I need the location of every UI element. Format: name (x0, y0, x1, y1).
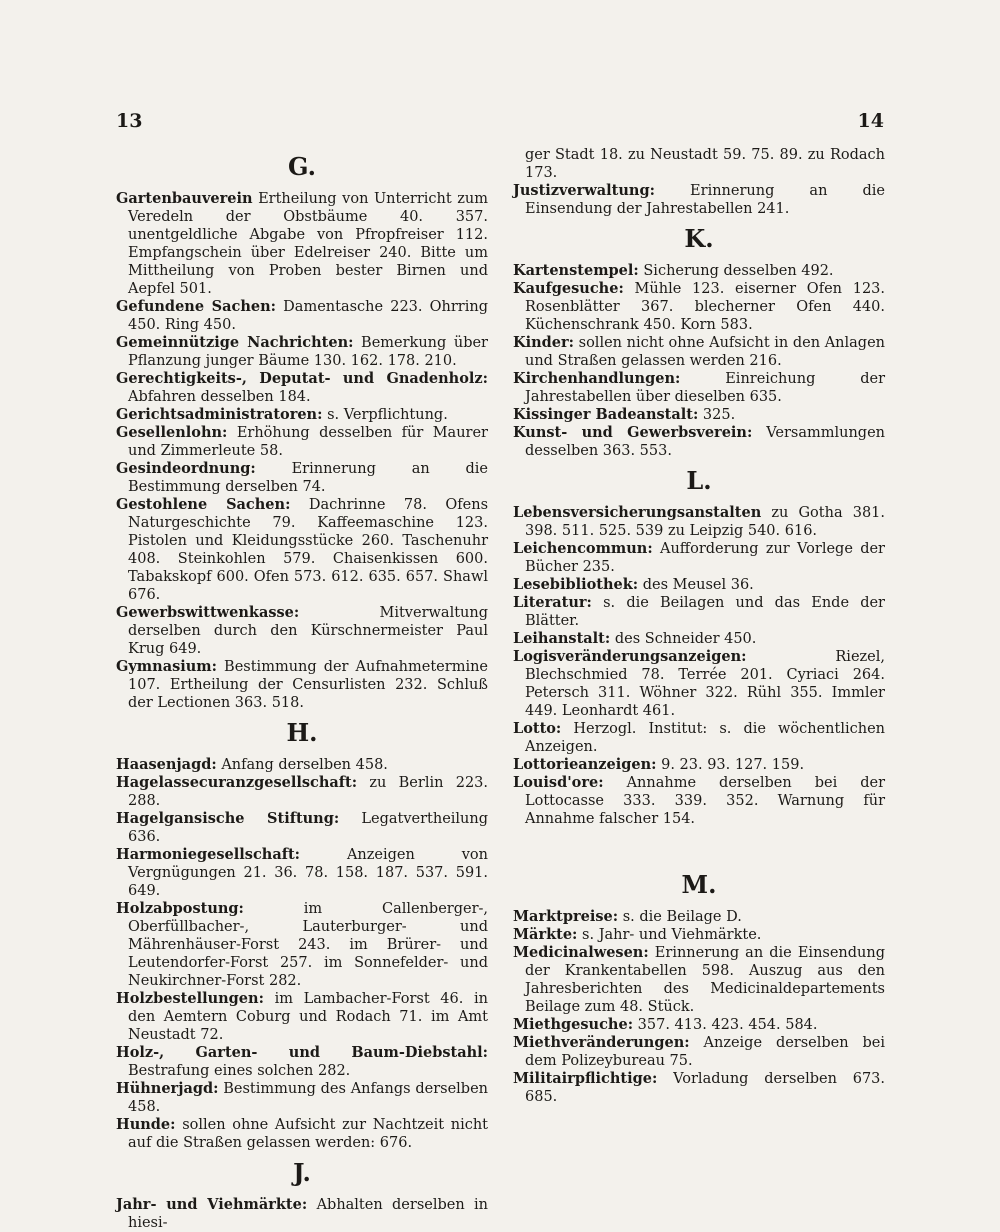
entry-keyword: Gesindeordnung: (116, 460, 256, 477)
entry-text: Bemerkung über Pflanzung junger Bäume 130. 162. 178. 210. (128, 335, 488, 369)
entry-text: Riezel, Blechschmied 78. Terrée 201. Cyriaci 264. Petersch 311. Wöhner 322. Rühl 355. Immler 449. Leonhardt 461. (525, 649, 885, 719)
entry-text: Versammlungen desselben 363. 553. (525, 425, 885, 459)
index-entry (116, 298, 488, 334)
entry-text: s. die Beilagen und das Ende der Blätter. (525, 595, 885, 629)
index-entry (116, 370, 488, 406)
entry-text: Abfahren desselben 184. (128, 389, 311, 405)
entry-keyword: Gartenbauverein (116, 190, 253, 207)
entry-text: Anfang derselben 458. (221, 757, 388, 773)
entry-keyword: Gemeinnützige Nachrichten: (116, 334, 354, 351)
entry-text: Erinnerung an die Einsendung der Krankentabellen 598. Auszug aus den Jahresberichten des Medicinaldepartements Beilage zum 48. Stück. (525, 945, 886, 1015)
entry-text: Damentasche 223. Ohrring 450. Ring 450. (128, 299, 489, 333)
index-entry (513, 926, 885, 944)
entry-keyword: Lesebibliothek: (513, 576, 639, 593)
entry-text: Legatvertheilung 636. (128, 811, 489, 845)
index-entry (513, 720, 885, 756)
index-entry (116, 190, 488, 298)
index-entry (513, 630, 885, 648)
entry-text: s. Jahr- und Viehmärkte. (582, 927, 762, 943)
page-number-left: 13 (116, 110, 143, 132)
index-entry (513, 1016, 885, 1034)
entry-keyword: Gefundene Sachen: (116, 298, 277, 315)
index-entry (513, 262, 885, 280)
entry-text: Dachrinne 78. Ofens Naturgeschichte 79. Kaffeemaschine 123. Pistolen und Kleidungsstücke 260. Taschenuhr 408. Steinkohlen 579. Chaisenkissen 600. Tabakskopf 600. Ofen 573. 612. 635. 657. Shawl 676. (128, 497, 489, 603)
entry-text: Herzogl. Institut: s. die wöchentlichen Anzeigen. (525, 721, 885, 755)
index-entry (513, 334, 885, 370)
index-entry (116, 1196, 488, 1232)
entry-keyword: Harmoniegesellschaft: (116, 846, 301, 863)
entry-keyword: Miethgesuche: (513, 1016, 634, 1033)
index-entry (513, 182, 885, 218)
entry-text: sollen ohne Aufsicht zur Nachtzeit nicht auf die Straßen gelassen werden: 676. (128, 1117, 488, 1151)
index-entry (513, 594, 885, 630)
section-heading: M. (681, 870, 717, 899)
entry-keyword: Lebensversicherungsanstalten (513, 504, 762, 521)
entry-keyword: Militairpflichtige: (513, 1070, 658, 1087)
index-entry (116, 496, 488, 604)
entry-text: Erinnerung an die Bestimmung derselben 74. (128, 461, 488, 495)
entry-keyword: Holz-, Garten- und Baum-Diebstahl: (116, 1044, 488, 1061)
entry-keyword: Kunst- und Gewerbsverein: (513, 424, 753, 441)
index-entry (116, 1116, 488, 1152)
entry-text: im Lambacher-Forst 46. in den Aemtern Coburg und Rodach 71. im Amt Neustadt 72. (128, 991, 488, 1043)
entry-text: Anzeigen von Vergnügungen 21. 36. 78. 158. 187. 537. 591. 649. (128, 847, 488, 899)
entry-keyword: Gymnasium: (116, 658, 217, 675)
entry-keyword: Miethveränderungen: (513, 1034, 690, 1051)
entry-keyword: Kinder: (513, 334, 575, 351)
section-heading: H. (286, 718, 318, 747)
index-entry (513, 370, 885, 406)
entry-text: des Meusel 36. (642, 577, 754, 593)
entry-keyword: Haasenjagd: (116, 756, 217, 773)
entry-keyword: Lotto: (513, 720, 562, 737)
index-entry (513, 756, 885, 774)
index-entry (116, 658, 488, 712)
index-entry (116, 774, 488, 810)
entry-text: zu Berlin 223. 288. (128, 775, 489, 809)
entry-text: sollen nicht ohne Aufsicht in den Anlagen und Straßen gelassen werden 216. (525, 335, 885, 369)
entry-text: Ertheilung von Unterricht zum Veredeln der Obstbäume 40. 357. unentgeldliche Abgabe von Pfropfreiser 112. Empfangschein über Edelreiser 240. Bitte um Mittheilung von Proben bester Birnen und Aepfel 501. (128, 191, 488, 297)
index-entry (513, 406, 885, 424)
entry-keyword: Märkte: (513, 926, 578, 943)
entry-text: 9. 23. 93. 127. 159. (661, 757, 805, 773)
entry-text: Erhöhung desselben für Maurer und Zimmerleute 58. (128, 425, 488, 459)
section-spacer (513, 828, 885, 864)
entry-keyword: Hunde: (116, 1116, 176, 1133)
index-entry (116, 756, 488, 774)
entry-text: ger Stadt 18. zu Neustadt 59. 75. 89. zu Rodach 173. (525, 147, 885, 181)
entry-text: Einreichung der Jahrestabellen über dieselben 635. (525, 371, 885, 405)
index-entry (116, 1080, 488, 1116)
entry-text: s. Verpflichtung. (327, 407, 448, 423)
entry-text: s. die Beilage D. (622, 909, 742, 925)
entry-keyword: Medicinalwesen: (513, 944, 649, 961)
page-number-right: 14 (857, 110, 884, 132)
index-entry (116, 406, 488, 424)
entry-keyword: Leihanstalt: (513, 630, 611, 647)
entry-text: Mitverwaltung derselben durch den Kürschnermeister Paul Krug 649. (128, 605, 488, 657)
entry-text: Bestimmung des Anfangs derselben 458. (128, 1081, 489, 1115)
entry-keyword: Logisveränderungsanzeigen: (513, 648, 747, 665)
section-heading: L. (686, 466, 712, 495)
entry-keyword: Lottorieanzeigen: (513, 756, 657, 773)
entry-text: im Callenberger-, Oberfüllbacher-, Lauterburger- und Mährenhäuser-Forst 243. im Brürer- und Leutendorfer-Forst 257. im Sonnefelder- und Neukirchner-Forst 282. (128, 901, 489, 989)
entry-text: zu Gotha 381. 398. 511. 525. 539 zu Leipzig 540. 616. (525, 505, 886, 539)
index-entry (513, 280, 885, 334)
entry-text: Mühle 123. eiserner Ofen 123. Rosenblätter 367. blecherner Ofen 440. Küchenschrank 450. Korn 583. (525, 281, 886, 333)
right-column (513, 146, 885, 1106)
index-entry (116, 1044, 488, 1080)
entry-text: Erinnerung an die Einsendung der Jahrestabellen 241. (525, 183, 885, 217)
entry-keyword: Gesellenlohn: (116, 424, 228, 441)
entry-keyword: Kaufgesuche: (513, 280, 624, 297)
index-entry (116, 810, 488, 846)
entry-text: Bestrafung eines solchen 282. (128, 1063, 351, 1079)
index-entry (513, 648, 885, 720)
index-entry (513, 944, 885, 1016)
entry-keyword: Leichencommun: (513, 540, 653, 557)
index-entry (116, 990, 488, 1044)
entry-text: des Schneider 450. (614, 631, 757, 647)
index-entry (513, 1034, 885, 1070)
index-entry (116, 424, 488, 460)
entry-text: Bestimmung der Aufnahmetermine 107. Ertheilung der Censurlisten 232. Schluß der Lectionen 363. 518. (128, 659, 488, 711)
entry-keyword: Hühnerjagd: (116, 1080, 219, 1097)
index-entry (116, 846, 488, 900)
entry-keyword: Gestohlene Sachen: (116, 496, 291, 513)
entry-keyword: Hagelassecuranzgesellschaft: (116, 774, 358, 791)
entry-text: Aufforderung zur Vorlege der Bücher 235. (525, 541, 885, 575)
index-entry (513, 576, 885, 594)
entry-text: Annahme derselben bei der Lottocasse 333. 339. 352. Warnung für Annahme falscher 154. (525, 775, 886, 827)
entry-keyword: Gerechtigkeits-, Deputat- und Gnadenholz: (116, 370, 488, 387)
index-entry (513, 908, 885, 926)
entry-text: Anzeige derselben bei dem Polizeybureau 75. (525, 1035, 886, 1069)
entry-keyword: Holzbestellungen: (116, 990, 264, 1007)
index-entry (116, 604, 488, 658)
entry-keyword: Jahr- und Viehmärkte: (116, 1196, 308, 1213)
entry-text: Vorladung derselben 673. 685. (525, 1071, 886, 1105)
entry-keyword: Gerichtsadministratoren: (116, 406, 323, 423)
entry-keyword: Holzabpostung: (116, 900, 244, 917)
entry-text: Sicherung desselben 492. (643, 263, 834, 279)
index-entry (116, 334, 488, 370)
section-heading: J. (293, 1158, 311, 1187)
index-entry (513, 1070, 885, 1106)
left-column (116, 146, 488, 1232)
index-entry (116, 900, 488, 990)
index-entry (513, 146, 885, 182)
index-entry (513, 774, 885, 828)
index-entry (116, 460, 488, 496)
entry-keyword: Gewerbswittwenkasse: (116, 604, 300, 621)
index-entry (513, 424, 885, 460)
entry-keyword: Hagelgansische Stiftung: (116, 810, 340, 827)
entry-keyword: Kirchenhandlungen: (513, 370, 681, 387)
index-entry (513, 504, 885, 540)
entry-text: 325. (702, 407, 736, 423)
entry-keyword: Marktpreise: (513, 908, 619, 925)
entry-keyword: Kartenstempel: (513, 262, 639, 279)
entry-text: 357. 413. 423. 454. 584. (637, 1017, 818, 1033)
entry-keyword: Louisd'ore: (513, 774, 604, 791)
index-entry (513, 540, 885, 576)
entry-keyword: Justizverwaltung: (513, 182, 655, 199)
entry-keyword: Literatur: (513, 594, 592, 611)
section-heading: K. (684, 224, 714, 253)
entry-text: Abhalten derselben in hiesi- (128, 1197, 488, 1231)
entry-keyword: Kissinger Badeanstalt: (513, 406, 699, 423)
section-heading: G. (288, 152, 316, 181)
